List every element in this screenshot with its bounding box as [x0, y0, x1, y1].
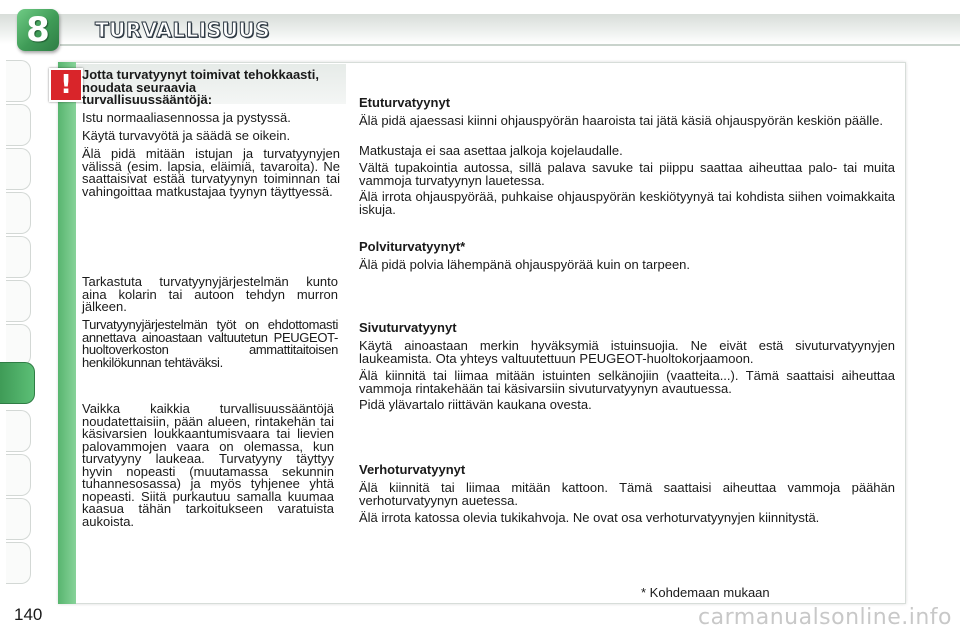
- knee-airbags-heading: Polviturvatyynyt*: [359, 239, 466, 254]
- chapter-tab-3[interactable]: [6, 148, 31, 190]
- front-airbags-paragraph-2: Matkustaja ei saa asettaa jalkoja kojelaudalle.: [359, 143, 623, 158]
- chapter-number: 8: [26, 10, 50, 50]
- left-paragraph-6: Vaikka kaikkia turvallisuussääntöjä noudatettaisiin, pään alueen, rintakehän tai käsivarsien loukkaantumisvaara tai lievien palovammojen vaara on olemassa, kun turvatyyny laukeaa. Turvatyyny täyttyy hyvin nopeasti (muutamassa sekunnin tuhannesosassa) ja myös tyhjenee yhtä nopeasti. Siitä purkautuu samalla kuumaa kaasua tähän tarkoitukseen varatuista aukoista.: [82, 401, 334, 529]
- chapter-badge[interactable]: [17, 9, 59, 51]
- side-airbags-paragraph-3: Pidä ylävartalo riittävän kaukana ovesta.: [359, 397, 592, 412]
- panel-accent-stripe: [58, 62, 76, 604]
- curtain-airbags-paragraph-2: Älä irrota katossa olevia tukikahvoja. Ne ovat osa verhoturvatyynyjen kiinnitystä.: [359, 510, 820, 525]
- chapter-tab-1[interactable]: [6, 60, 31, 102]
- chapter-tab-4[interactable]: [6, 192, 31, 234]
- side-airbags-paragraph-1: Käytä ainoastaan merkin hyväksymiä istuinsuojia. Ne eivät estä sivuturvatyynyjen laukeamista. Ota yhteys valtuutettuun PEUGEOT-huoltokorjaamoon.: [359, 338, 895, 366]
- chapter-tab-9[interactable]: [6, 410, 31, 452]
- left-paragraph-2: Käytä turvavyötä ja säädä se oikein.: [82, 128, 291, 143]
- left-paragraph-5: Turvatyynyjärjestelmän työt on ehdottomasti annettava ainoastaan valtuutetun PEUGEOT-huoltoverkoston ammattitaitoisen henkilökunnan tehtäväksi.: [82, 317, 338, 370]
- side-airbags-heading: Sivuturvatyynyt: [359, 320, 457, 335]
- header-divider: [60, 44, 960, 46]
- chapter-tab-2[interactable]: [6, 104, 31, 146]
- footnote: * Kohdemaan mukaan: [641, 585, 770, 600]
- left-paragraph-4: Tarkastuta turvatyynyjärjestelmän kunto aina kolarin tai autoon tehdyn murron jälkeen.: [82, 274, 338, 314]
- front-airbags-heading: Etuturvatyynyt: [359, 95, 451, 110]
- curtain-airbags-heading: Verhoturvatyynyt: [359, 462, 466, 477]
- knee-airbags-paragraph-1: Älä pidä polvia lähempänä ohjauspyörää kuin on tarpeen.: [359, 257, 691, 272]
- chapter-tabs: [0, 60, 34, 580]
- side-airbags-paragraph-2: Älä kiinnitä tai liimaa mitään istuinten selkänojiin (vaatteita...). Tämä saattaisi aiheuttaa vammoja rintakehään tai käsivarsiin sivuturvatyynyn avautuessa.: [359, 368, 895, 396]
- chapter-tab-5[interactable]: [6, 236, 31, 278]
- chapter-tab-12[interactable]: [6, 542, 31, 584]
- front-airbags-paragraph-1: Älä pidä ajaessasi kiinni ohjauspyörän haaroista tai jätä käsiä ohjauspyörän keskiön päälle.: [359, 113, 883, 128]
- watermark: carmanualsonline.info: [698, 605, 952, 630]
- front-airbags-paragraph-3: Vältä tupakointia autossa, sillä palava savuke tai piippu saattaa aiheuttaa palo- tai muita vammoja turvatyynyn lauetessa.: [359, 160, 895, 188]
- chapter-tab-8-active[interactable]: [0, 362, 35, 404]
- page-number: 140: [14, 605, 43, 624]
- left-paragraph-1: Istu normaaliasennossa ja pystyssä.: [82, 110, 291, 125]
- chapter-tab-7[interactable]: [6, 324, 31, 366]
- left-paragraph-3: Älä pidä mitään istujan ja turvatyynyjen välissä (esim. lapsia, eläimiä, tavaroita). Ne saattaisivat estää turvatyynyn toiminnan tai vahingoittaa matkustajaa tyynyn täyttyessä.: [82, 146, 340, 199]
- chapter-tab-11[interactable]: [6, 498, 31, 540]
- chapter-title: TURVALLISUUS: [95, 18, 271, 42]
- warning-heading: Jotta turvatyynyt toimivat tehokkaasti, noudata seuraavia turvallisuussääntöjä:: [82, 67, 319, 107]
- chapter-tab-10[interactable]: [6, 454, 31, 496]
- front-airbags-paragraph-4: Älä irrota ohjauspyörää, puhkaise ohjauspyörän keskiötyynyä tai kohdista siihen voimakkaita iskuja.: [359, 189, 895, 217]
- exclamation-warning-icon: !: [49, 68, 83, 102]
- curtain-airbags-paragraph-1: Älä kiinnitä tai liimaa mitään kattoon. Tämä saattaisi aiheuttaa vammoja päähän verhoturvatyynyn auetessa.: [359, 480, 895, 508]
- chapter-tab-6[interactable]: [6, 280, 31, 322]
